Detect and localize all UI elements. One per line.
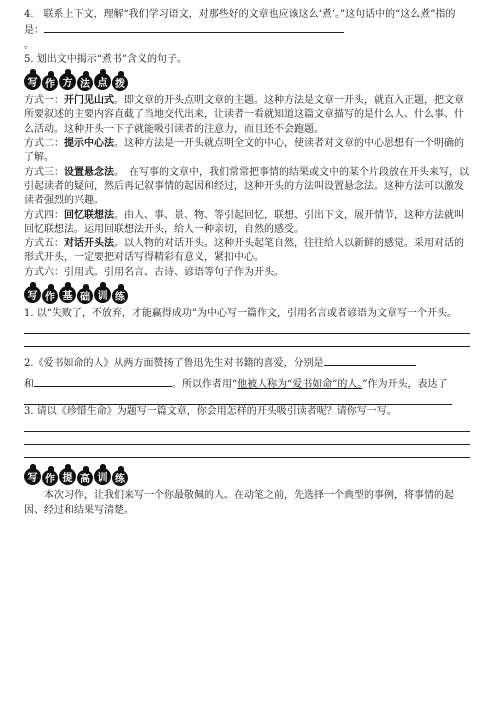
- method-1: [24, 94, 470, 137]
- banner-badge: 高: [77, 470, 93, 486]
- answer-line[interactable]: [24, 392, 452, 405]
- advanced-training-banner: [24, 464, 470, 488]
- answer-line[interactable]: [24, 432, 470, 445]
- method-1-name: 开门见山式: [64, 95, 114, 107]
- exercise-2-and: 和: [24, 378, 34, 390]
- method-2-name: 提示中心法: [64, 138, 114, 150]
- exercise-2-quote: 他被人称为“爱书如命”的人。: [237, 378, 363, 390]
- banner-badge: 训: [94, 286, 111, 303]
- exercise-2-text: 2.《爱书如命的人》从两方面赞扬了鲁迅先生对书籍的喜爱，分别是: [24, 358, 324, 370]
- question-4-text: 4. 联系上下文，理解“我们学习语文，对那些好的文章也应该这么‘煮’。”这句话中的“这么煮”指的是：: [24, 9, 456, 37]
- worksheet-page: [24, 8, 470, 518]
- method-4-prefix: 方式四：: [24, 209, 64, 221]
- method-2-prefix: 方式二：: [24, 138, 64, 150]
- exercise-3: [24, 405, 470, 419]
- answer-line[interactable]: [24, 334, 470, 347]
- banner-badge: 作: [42, 470, 58, 486]
- writing-methods-banner: [24, 69, 470, 93]
- banner-badge: 拨: [112, 75, 128, 91]
- banner-badge: 作: [42, 75, 58, 91]
- method-4-name: 回忆联想法: [64, 209, 114, 221]
- answer-line[interactable]: [24, 321, 470, 334]
- question-4: [24, 8, 470, 39]
- method-5-prefix: 方式五：: [24, 238, 64, 250]
- banner-badge: 训: [94, 468, 111, 485]
- exercise-1: 1. 以“失败了，不放弃，才能赢得成功”为中心写一篇作文，引用名言或者谚语为文章写一个开头。: [24, 308, 457, 320]
- exercise-2-cont: [24, 376, 470, 392]
- method-3-prefix: 方式三：: [24, 166, 64, 178]
- exercise-3-text: 3. 请以《珍惜生命》为题写一篇文章，你会用怎样的开头吸引读者呢？请你写一写。: [24, 405, 397, 417]
- answer-line[interactable]: [24, 445, 470, 458]
- banner-badge: 基: [59, 286, 76, 303]
- method-5-body: 。以人物的对话开头。这种开头起笔自然，往往给人以新鲜的感觉。采用对话的形式开头，一定要把对话写得精彩有意义，紧扣中心。: [24, 238, 464, 264]
- question-4-end: 。: [24, 39, 34, 51]
- method-6: 方式六：引用式。引用名言、古诗、谚语等句子作为开头。: [24, 266, 284, 278]
- basic-training-banner: [24, 282, 470, 306]
- exercise-2-text-b: 。所以作者用“: [172, 378, 238, 390]
- question-5: 5. 划出文中揭示“煮书”含义的句子。: [24, 53, 187, 65]
- exercise-2: [24, 355, 470, 371]
- method-2-body: 。这种方法是一开头就点明全文的中心，使读者对文章的中心思想有一个明确的了解。: [24, 138, 464, 164]
- banner-badge: 方: [59, 73, 76, 90]
- banner-badge: 础: [77, 288, 93, 304]
- banner-badge: 点: [94, 73, 111, 90]
- method-1-body: 。即文章的开头点明文章的主题。这种方法是文章一开头，就直入正题，把文章所要叙述的主要内容直截了当地交代出来，让读者一看就知道这篇文章描写的是什么人、什么事、什么活动。这种开头一下子就能吸引读者的注意力，而且还不会跑题。: [24, 95, 464, 135]
- banner-badge: 写: [24, 73, 41, 90]
- method-5-name: 对话开头法: [64, 238, 114, 250]
- answer-line[interactable]: [24, 419, 470, 432]
- exercise-2-blank-1[interactable]: [324, 355, 416, 366]
- banner-badge: 法: [77, 75, 93, 91]
- question-4-blank[interactable]: [44, 22, 344, 33]
- method-1-prefix: 方式一：: [24, 95, 64, 107]
- banner-badge: 练: [112, 470, 128, 486]
- method-4-body: 。由人、事、景、物、等引起回忆，联想、引出下文，展开情节，这种方法就叫回忆联想法。运用回联想法开头，给人一种亲切，自然的感受。: [24, 209, 464, 235]
- method-4: [24, 209, 470, 238]
- method-5: [24, 237, 470, 266]
- exercise-2-text-c: ”作为开头，表达了: [362, 378, 448, 390]
- banner-badge: 写: [24, 286, 41, 303]
- banner-badge: 练: [112, 288, 128, 304]
- method-3: [24, 166, 470, 209]
- method-2: [24, 137, 470, 166]
- method-3-body: 。 在写事的文章中，我们常常把事情的结果或文中的某个片段放在开头来写，以引起读者的疑问，然后再记叙事情的起因和经过，这种开头的方法叫设置悬念法。这种方法可以激发读者强烈的兴趣。: [24, 166, 469, 207]
- banner-badge: 提: [59, 468, 76, 485]
- practice-prompt: 本次习作，让我们来写一个你最敬佩的人。在动笔之前，先选择一个典型的事例，将事情的起因、经过和结果写清楚。: [24, 490, 454, 516]
- banner-badge: 写: [24, 468, 41, 485]
- banner-badge: 作: [42, 288, 58, 304]
- method-3-name: 设置悬念法: [64, 166, 114, 178]
- exercise-2-blank-2[interactable]: [34, 376, 172, 387]
